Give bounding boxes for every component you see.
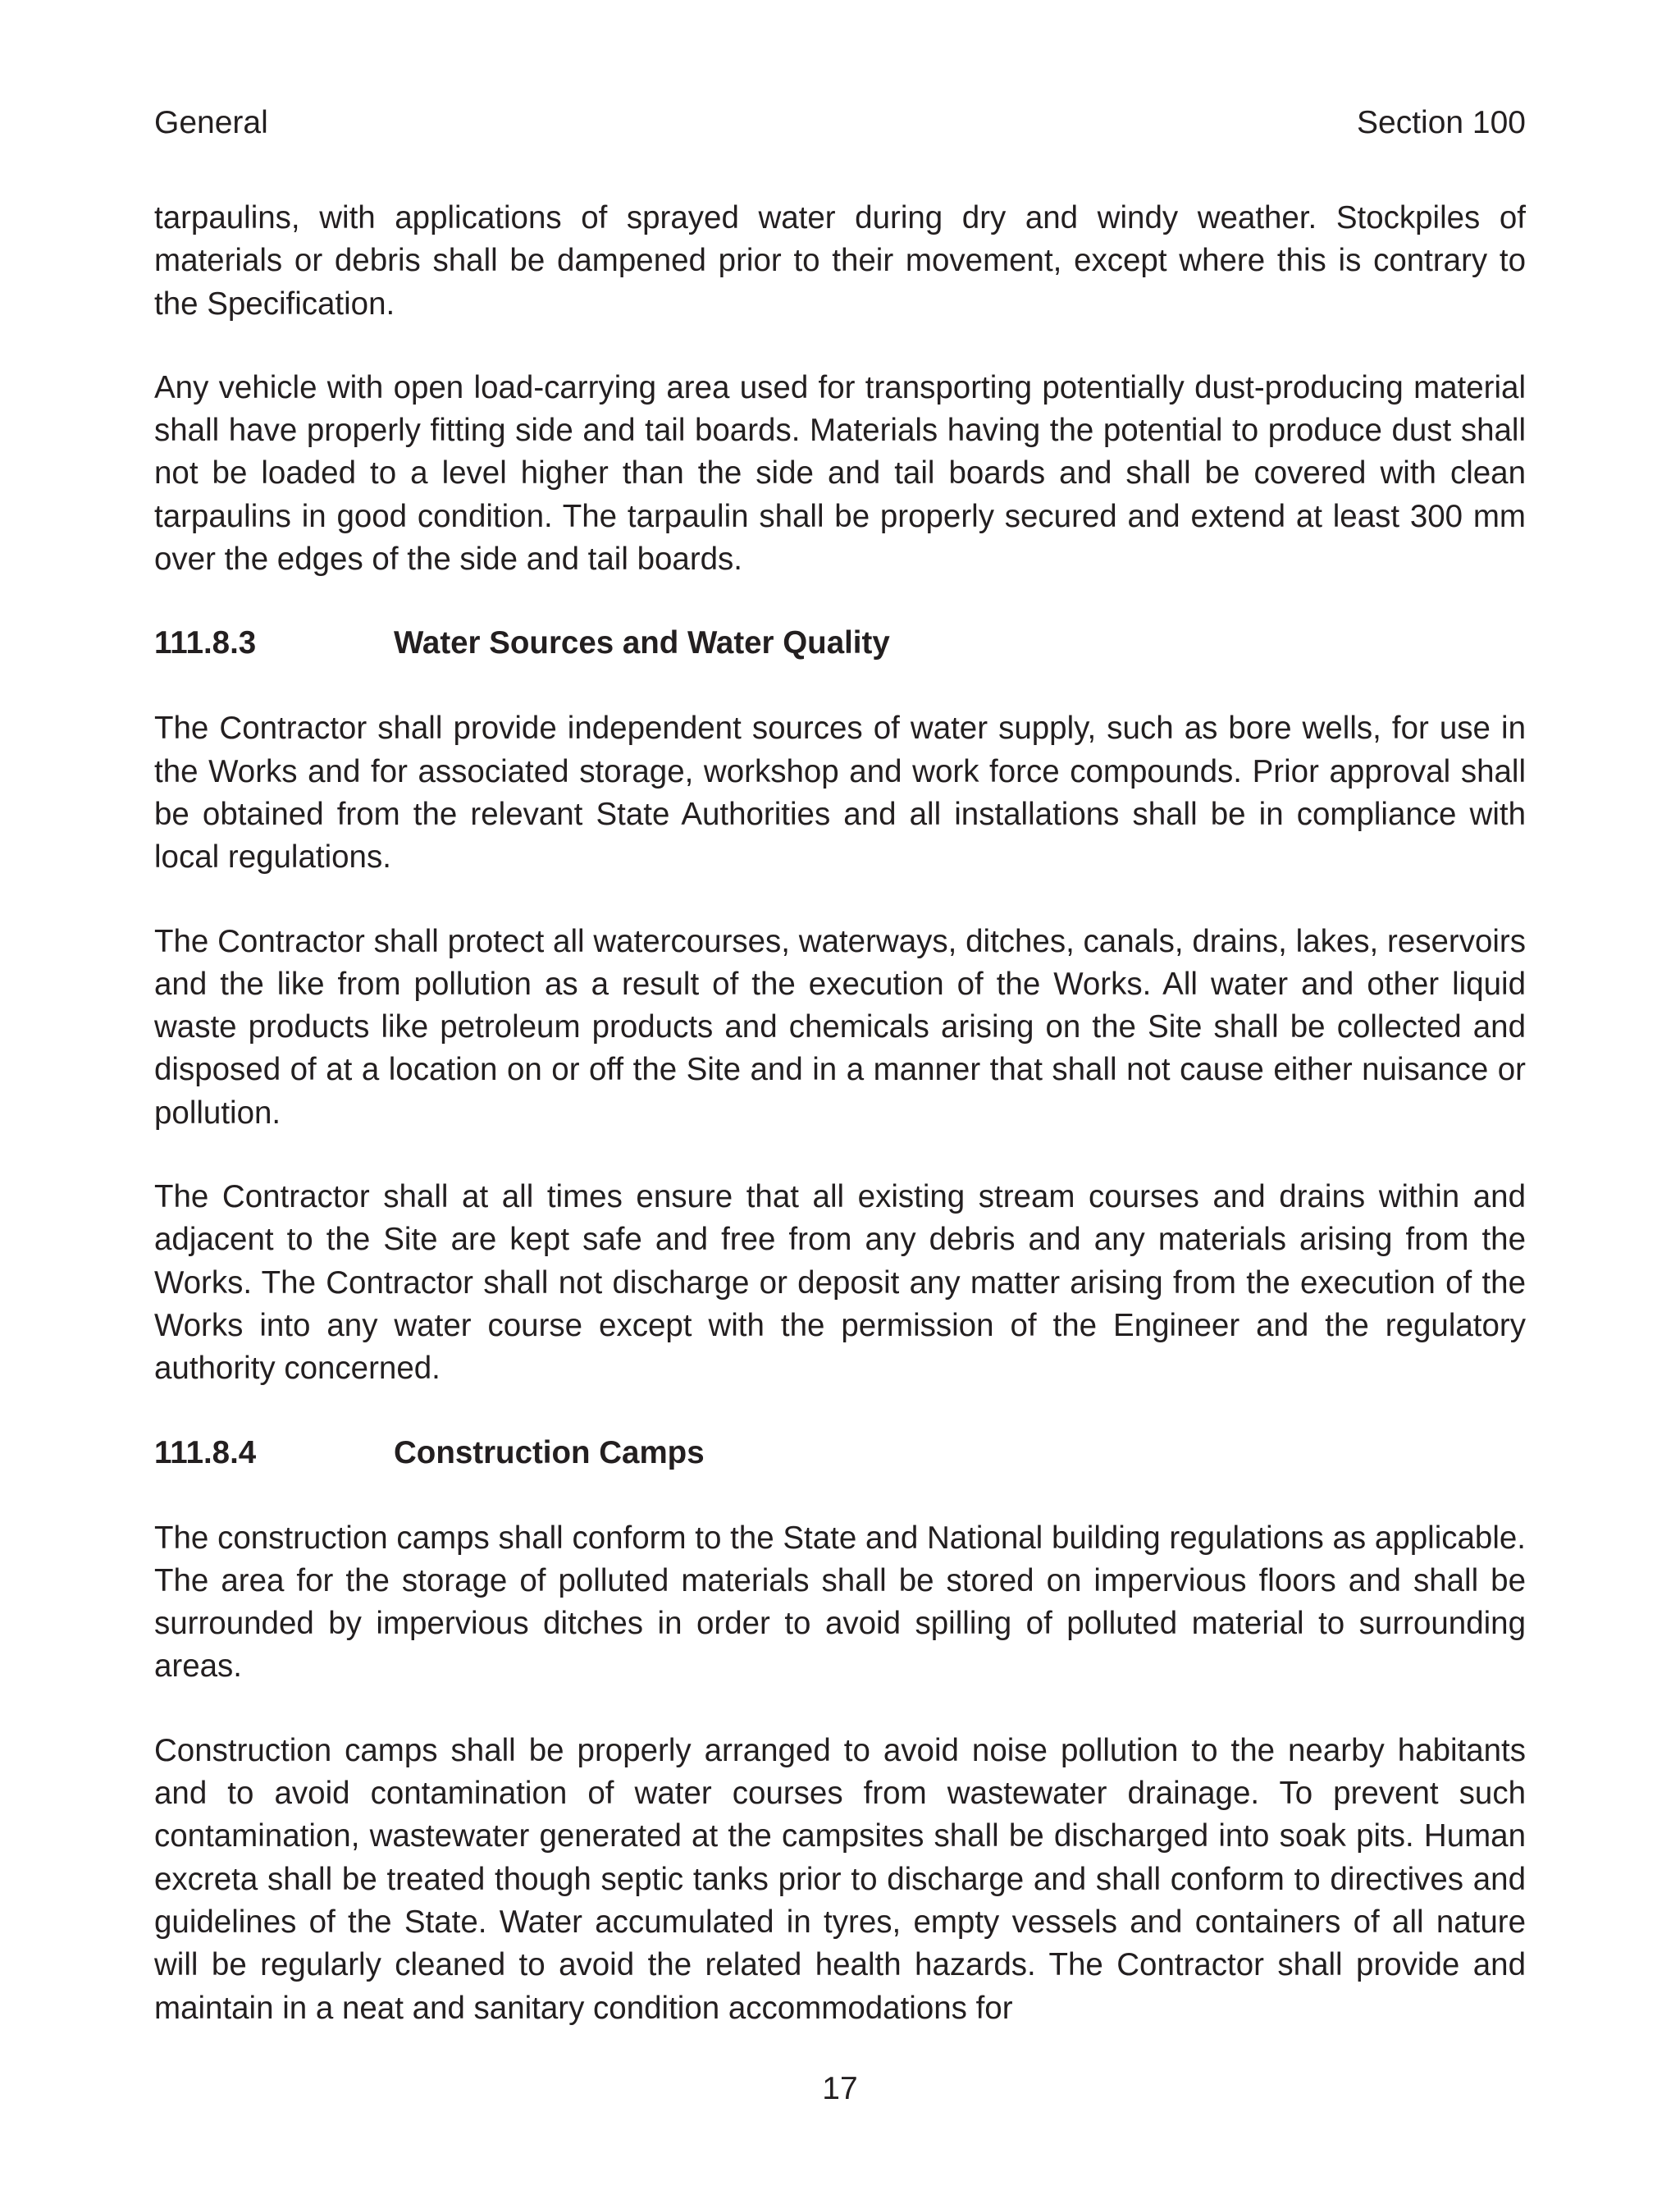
- section-heading-111-8-3: [154, 622, 1526, 665]
- paragraph: tarpaulins, with applications of sprayed water during dry and windy weather. Stockpiles of materials or debris shall be dampened prior to their movement, except where this is contrary to the Specification.: [154, 200, 1526, 322]
- section-number: 111.8.4: [154, 1434, 257, 1470]
- section-number: 111.8.3: [154, 625, 257, 661]
- header-chapter: General: [154, 105, 268, 140]
- paragraph: The Contractor shall provide independent sources of water supply, such as bore wells, for use in the Works and for associated storage, workshop and work force compounds. Prior approval shall be obtained from the relevant State Authorities and all installations shall be in compliance with local regulations.: [154, 711, 1526, 876]
- section-heading-111-8-4: [154, 1432, 1526, 1474]
- header-section: Section 100: [1357, 105, 1526, 140]
- page-number: 17: [822, 2071, 858, 2106]
- document-page: [154, 0, 1526, 2190]
- body-text: [154, 197, 1526, 2071]
- paragraph: The construction camps shall conform to the State and National building regulations as applicable. The area for the storage of polluted materials shall be stored on impervious floors and shall be surrounded by impervious ditches in order to avoid spilling of polluted material to surrounding areas.: [154, 1520, 1526, 1685]
- paragraph: Construction camps shall be properly arranged to avoid noise pollution to the nearby habitants and to avoid contamination of water courses from wastewater drainage. To prevent such contamination, wastewater generated at the campsites shall be discharged into soak pits. Human excreta shall be treated though septic tanks prior to discharge and shall conform to directives and guidelines of the State. Water accumulated in tyres, empty vessels and containers of all nature will be regularly cleaned to avoid the related health hazards. The Contractor shall provide and maintain in a neat and sanitary condition accommodations for: [154, 1732, 1526, 2026]
- paragraph: The Contractor shall at all times ensure that all existing stream courses and drains within and adjacent to the Site are kept safe and free from any debris and any materials arising from the Works. The Contractor shall not discharge or deposit any matter arising from the execution of the Works into any water course except with the permission of the Engineer and the regulatory authority concerned.: [154, 1179, 1526, 1387]
- paragraph: The Contractor shall protect all watercourses, waterways, ditches, canals, drains, lakes, reservoirs and the like from pollution as a result of the execution of the Works. All water and other liquid waste products like petroleum products and chemicals arising on the Site shall be collected and disposed of at a location on or off the Site and in a manner that shall not cause either nuisance or pollution.: [154, 923, 1526, 1131]
- section-title: Construction Camps: [394, 1434, 705, 1470]
- paragraph: Any vehicle with open load-carrying area used for transporting potentially dust-producing material shall have properly fitting side and tail boards. Materials having the potential to produce dust shall not be loaded to a level higher than the side and tail boards and shall be covered with clean tarpaulins in good condition. The tarpaulin shall be properly secured and extend at least 300 mm over the edges of the side and tail boards.: [154, 369, 1526, 578]
- section-title: Water Sources and Water Quality: [394, 625, 890, 661]
- running-header: [154, 102, 1526, 144]
